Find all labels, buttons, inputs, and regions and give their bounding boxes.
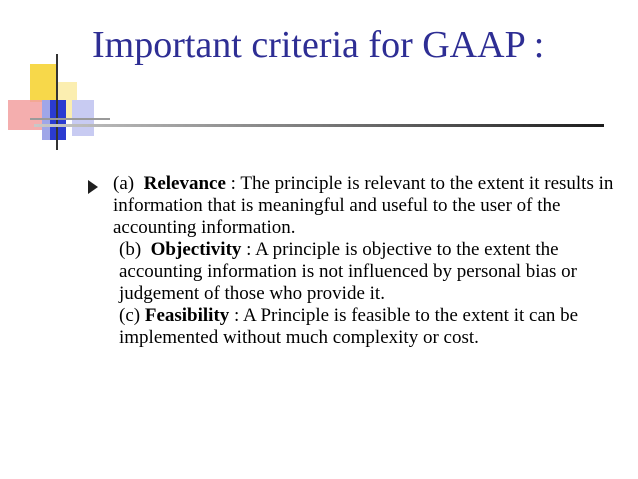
- criterion-term: Feasibility: [144, 305, 230, 326]
- horizontal-gray-line: [30, 118, 110, 120]
- criterion-marker: (c): [119, 305, 141, 326]
- yellow-block: [30, 64, 57, 102]
- square-arrow-bullet-icon: [88, 180, 98, 194]
- title-divider-rule: [34, 124, 604, 127]
- criterion-marker: (b): [119, 239, 142, 260]
- criterion-text: : A Principle is feasible to the extent it can be implemented without much complexity or cost.: [119, 305, 579, 348]
- vertical-dark-line: [56, 54, 58, 150]
- criterion-marker: (a): [113, 173, 135, 194]
- criterion-relevance: [113, 173, 618, 239]
- criteria-list: [113, 173, 618, 349]
- criterion-term: Objectivity: [150, 239, 242, 260]
- slide-title: Important criteria for GAAP :: [92, 24, 545, 66]
- criterion-text: : The principle is relevant to the extent it results in information that is meaningful and useful to the user of the accounting information.: [113, 173, 614, 238]
- criterion-feasibility: [113, 305, 618, 349]
- criterion-term: Relevance: [143, 173, 226, 194]
- criterion-text: : A principle is objective to the extent the accounting information is not influenced by personal bias or judgement of those who provide it.: [119, 239, 577, 304]
- criterion-objectivity: [113, 239, 618, 305]
